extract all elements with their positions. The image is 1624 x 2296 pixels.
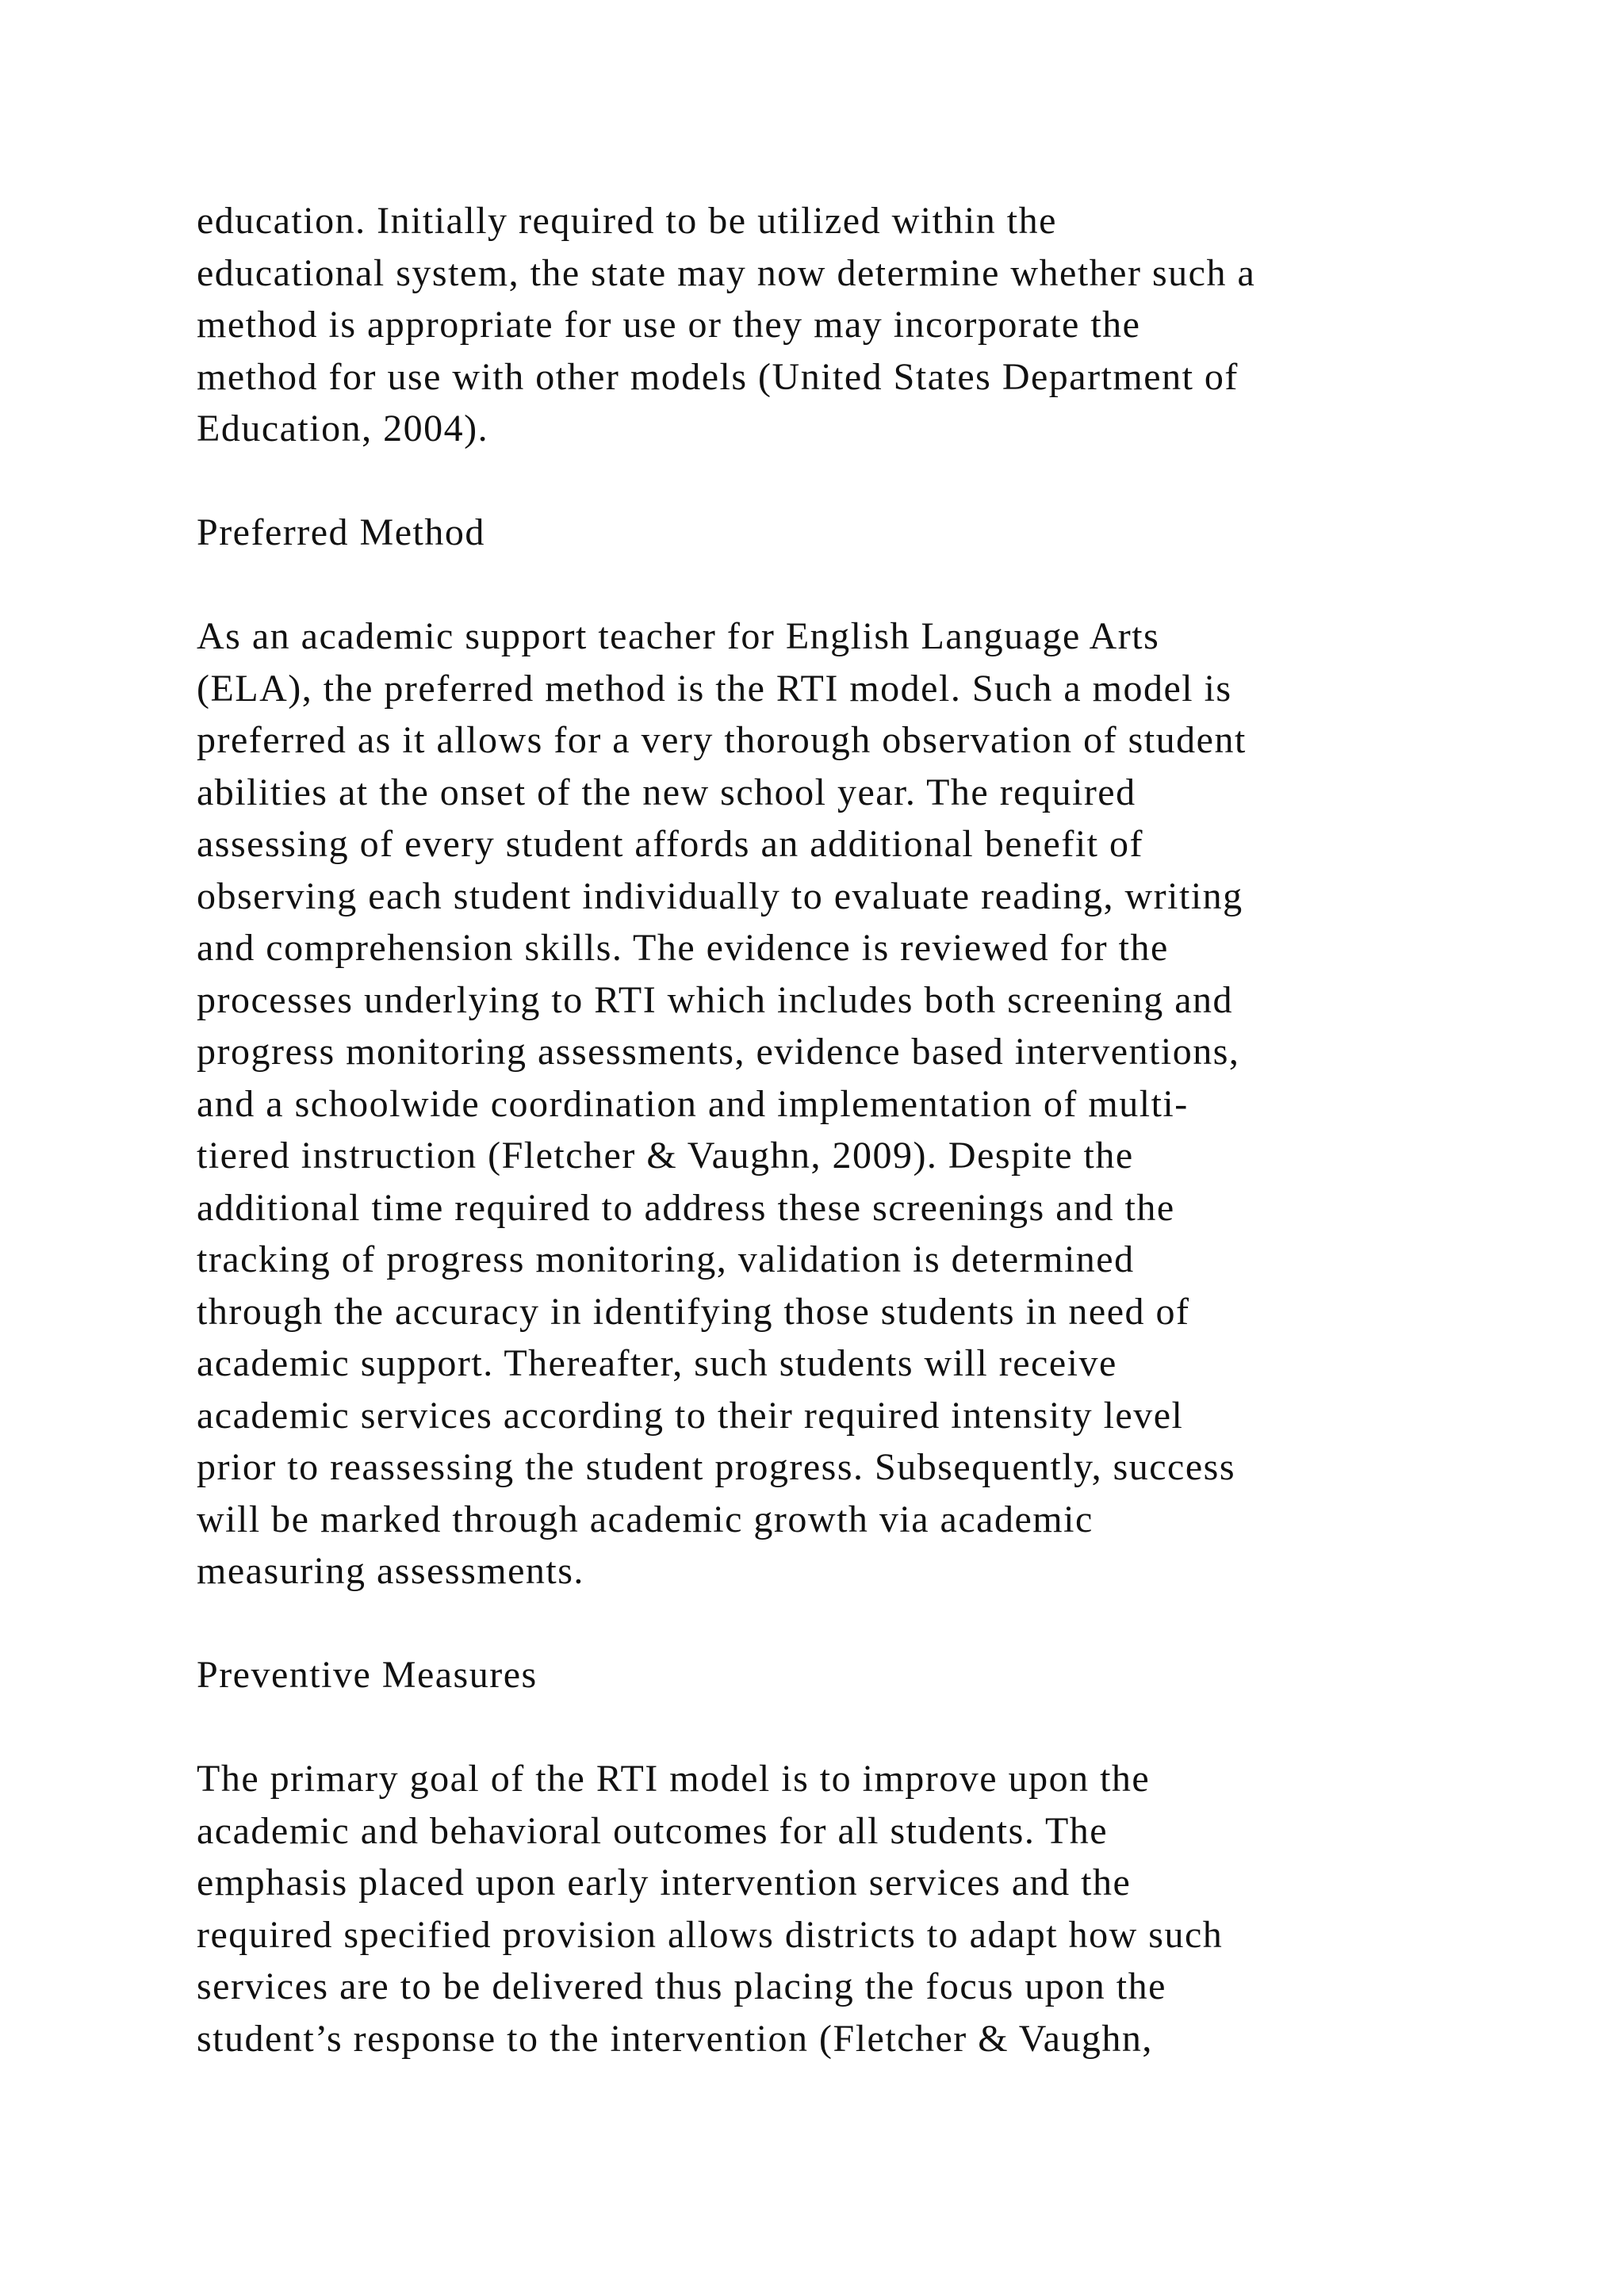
- text-line: As an academic support teacher for English Language Arts: [197, 615, 1160, 657]
- text-line: The primary goal of the RTI model is to improve upon the: [197, 1758, 1151, 1800]
- text-line: (ELA), the preferred method is the RTI model. Such a model is: [197, 667, 1232, 710]
- text-line: will be marked through academic growth via academic: [197, 1498, 1094, 1540]
- text-line: method for use with other models (United States Department of: [197, 355, 1239, 398]
- text-line: emphasis placed upon early intervention services and the: [197, 1862, 1132, 1904]
- section-heading-preferred-method: Preferred Method: [197, 511, 485, 553]
- text-line: prior to reassessing the student progress. Subsequently, success: [197, 1446, 1236, 1488]
- text-line: education. Initially required to be utilized within the: [197, 200, 1057, 242]
- text-line: method is appropriate for use or they may incorporate the: [197, 304, 1141, 346]
- text-line: academic services according to their required intensity level: [197, 1394, 1184, 1437]
- text-line: services are to be delivered thus placing the focus upon the: [197, 1965, 1166, 2007]
- text-line: and comprehension skills. The evidence is reviewed for the: [197, 927, 1169, 969]
- text-line: and a schoolwide coordination and implementation of multi-: [197, 1082, 1189, 1125]
- paragraph-preferred-method: [197, 610, 1497, 1598]
- section-heading-preventive-measures: Preventive Measures: [197, 1654, 538, 1696]
- text-line: assessing of every student affords an additional benefit of: [197, 823, 1143, 865]
- document-body: [197, 195, 1497, 2064]
- text-line: preferred as it allows for a very thorough observation of student: [197, 719, 1247, 761]
- text-line: abilities at the onset of the new school year. The required: [197, 771, 1136, 813]
- text-line: tracking of progress monitoring, validation is determined: [197, 1238, 1135, 1280]
- text-line: Education, 2004).: [197, 408, 489, 450]
- text-line: academic support. Thereafter, such students will receive: [197, 1342, 1117, 1384]
- paragraph-spacer: [197, 559, 1497, 611]
- paragraph-spacer: [197, 455, 1497, 507]
- text-line: measuring assessments.: [197, 1550, 584, 1592]
- paragraph-spacer: [197, 1701, 1497, 1754]
- paragraph-preventive-measures: [197, 1753, 1497, 2064]
- text-line: progress monitoring assessments, evidence based interventions,: [197, 1031, 1240, 1073]
- text-line: additional time required to address these screenings and the: [197, 1186, 1175, 1229]
- paragraph-intro: [197, 195, 1497, 455]
- text-line: tiered instruction (Fletcher & Vaughn, 2009). Despite the: [197, 1135, 1134, 1177]
- text-line: educational system, the state may now determine whether such a: [197, 251, 1256, 294]
- text-line: processes underlying to RTI which includes both screening and: [197, 978, 1233, 1021]
- text-line: academic and behavioral outcomes for all students. The: [197, 1809, 1109, 1852]
- text-line: student’s response to the intervention (Fletcher & Vaughn,: [197, 2017, 1153, 2060]
- paragraph-spacer: [197, 1598, 1497, 1650]
- text-line: observing each student individually to evaluate reading, writing: [197, 874, 1243, 917]
- text-line: through the accuracy in identifying those students in need of: [197, 1290, 1190, 1333]
- text-line: required specified provision allows districts to adapt how such: [197, 1913, 1224, 1956]
